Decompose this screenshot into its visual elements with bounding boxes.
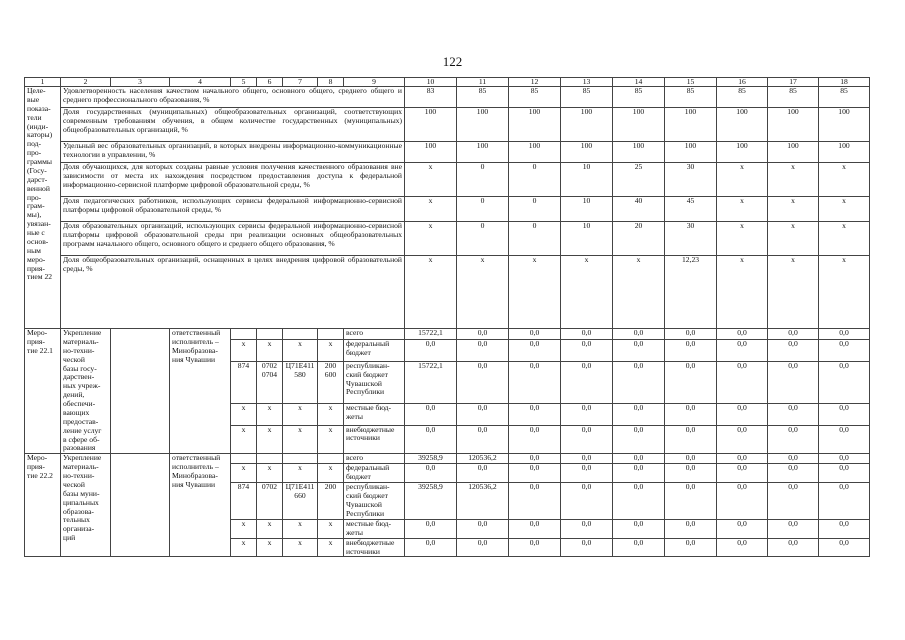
column-number: 12 <box>509 78 561 87</box>
indicator-text: Доля государственных (муниципальных) общеобразовательных организаций, соответствующих современным требованиям обучения, в общем количестве государственных (муниципальных) общеобразовательных организаций, % <box>61 108 405 142</box>
amount-value: 0,0 <box>613 329 665 340</box>
column-number: 14 <box>613 78 665 87</box>
amount-value: 0,0 <box>561 519 613 538</box>
measure-executor: ответственный исполнитель – Минобразова- ния Чувашии <box>170 454 231 557</box>
indicator-value: x <box>768 163 819 197</box>
indicator-value: 100 <box>665 108 717 142</box>
indicator-value: 100 <box>405 108 457 142</box>
indicator-value: x <box>717 197 768 222</box>
indicator-row <box>25 142 870 163</box>
amount-value: 0,0 <box>613 425 665 454</box>
indicator-value: 100 <box>717 142 768 163</box>
amount-value: 0,0 <box>561 464 613 483</box>
amount-value: 0,0 <box>561 454 613 464</box>
amount-value: 0,0 <box>819 519 870 538</box>
amount-value: 0,0 <box>613 454 665 464</box>
indicator-value: x <box>819 197 870 222</box>
indicator-value: 30 <box>665 163 717 197</box>
code-cell: x <box>283 519 318 538</box>
amount-value: 0,0 <box>819 404 870 425</box>
measure-executor: ответственный исполнитель – Минобразова- ния Чувашии <box>170 329 231 454</box>
amount-value: 0,0 <box>561 538 613 557</box>
code-cell <box>318 329 344 340</box>
indicator-value: x <box>819 163 870 197</box>
amount-value: 0,0 <box>717 538 768 557</box>
indicator-value: x <box>405 163 457 197</box>
amount-value: 0,0 <box>665 538 717 557</box>
targets-label: Целе- вые показа- тели (инди- каторы) под- про- граммы (Госу- дарст- венной про- грам- мы), увязан- ные с основ- ным меро- прия- тием 22 <box>25 87 61 329</box>
column-number: 18 <box>819 78 870 87</box>
code-cell: 874 <box>231 361 257 403</box>
indicator-value: 12,23 <box>665 256 717 329</box>
indicator-value: 10 <box>561 163 613 197</box>
indicator-value: 100 <box>613 108 665 142</box>
code-cell: x <box>283 340 318 361</box>
code-cell: 0702 <box>257 482 283 519</box>
amount-value: 0,0 <box>665 519 717 538</box>
amount-value: 0,0 <box>457 425 509 454</box>
indicator-value: x <box>768 197 819 222</box>
indicator-value: x <box>405 222 457 256</box>
measure-blank <box>111 454 170 557</box>
amount-value: 0,0 <box>768 340 819 361</box>
amount-value: 0,0 <box>819 464 870 483</box>
source-label: всего <box>344 329 405 340</box>
code-cell: Ц71Е411 580 <box>283 361 318 403</box>
amount-value: 0,0 <box>457 340 509 361</box>
indicator-value: 45 <box>665 197 717 222</box>
indicator-value: 100 <box>509 142 561 163</box>
amount-value: 0,0 <box>613 361 665 403</box>
amount-value: 0,0 <box>819 482 870 519</box>
amount-value: 0,0 <box>509 329 561 340</box>
code-cell: x <box>257 425 283 454</box>
amount-value: 0,0 <box>405 425 457 454</box>
amount-value: 0,0 <box>457 538 509 557</box>
code-cell: x <box>257 340 283 361</box>
code-cell: x <box>318 538 344 557</box>
indicator-value: x <box>717 222 768 256</box>
amount-value: 0,0 <box>509 482 561 519</box>
amount-value: 0,0 <box>457 404 509 425</box>
code-cell: x <box>231 404 257 425</box>
code-cell: x <box>257 519 283 538</box>
amount-value: 0,0 <box>717 361 768 403</box>
amount-value: 0,0 <box>665 425 717 454</box>
indicator-value: 100 <box>405 142 457 163</box>
code-cell: x <box>231 464 257 483</box>
column-number: 6 <box>257 78 283 87</box>
amount-value: 0,0 <box>665 329 717 340</box>
code-cell: x <box>231 519 257 538</box>
amount-value: 0,0 <box>768 361 819 403</box>
code-cell: x <box>318 340 344 361</box>
indicator-text: Доля педагогических работников, использующих сервисы федеральной информационно-сервисной платформы цифровой образовательной среды, % <box>61 197 405 222</box>
indicator-value: 100 <box>561 142 613 163</box>
indicator-value: 0 <box>509 222 561 256</box>
code-cell: x <box>318 425 344 454</box>
code-cell: x <box>257 538 283 557</box>
amount-value: 0,0 <box>768 329 819 340</box>
amount-value: 0,0 <box>665 454 717 464</box>
source-label: местные бюд- жеты <box>344 404 405 425</box>
amount-value: 0,0 <box>561 329 613 340</box>
code-cell: x <box>318 519 344 538</box>
indicator-value: 0 <box>457 222 509 256</box>
source-label: республикан- ский бюджет Чувашской Республики <box>344 482 405 519</box>
source-label: федеральный бюджет <box>344 464 405 483</box>
column-number: 13 <box>561 78 613 87</box>
amount-value: 0,0 <box>509 454 561 464</box>
amount-value: 0,0 <box>613 340 665 361</box>
code-cell <box>231 329 257 340</box>
amount-value: 0,0 <box>768 454 819 464</box>
code-cell <box>257 454 283 464</box>
amount-value: 15722,1 <box>405 329 457 340</box>
program-table <box>24 77 870 557</box>
code-cell: x <box>257 404 283 425</box>
code-cell <box>231 454 257 464</box>
amount-value: 15722,1 <box>405 361 457 403</box>
source-label: федеральный бюджет <box>344 340 405 361</box>
indicator-value: 83 <box>405 87 457 108</box>
amount-value: 0,0 <box>768 538 819 557</box>
measure-name: Укрепление материаль- но-техни- ческой базы муни- ципальных образова- тельных организа- ций <box>61 454 111 557</box>
indicator-value: 10 <box>561 197 613 222</box>
indicator-row <box>25 163 870 197</box>
amount-value: 0,0 <box>613 538 665 557</box>
indicator-text: Удовлетворенность населения качеством начального общего, основного общего, среднего общего и среднего профессионального образования, % <box>61 87 405 108</box>
column-number: 15 <box>665 78 717 87</box>
indicator-value: 25 <box>613 163 665 197</box>
column-number: 7 <box>283 78 318 87</box>
indicator-value: x <box>819 222 870 256</box>
indicator-value: 85 <box>613 87 665 108</box>
column-number: 16 <box>717 78 768 87</box>
source-label: внебюджетные источники <box>344 538 405 557</box>
indicator-text: Доля обучающихся, для которых созданы равные условия получения качественного образования вне зависимости от места их нахождения посредством предоставления доступа к федеральной информационно-сервисной платформе цифровой образовательной среды, % <box>61 163 405 197</box>
amount-value: 0,0 <box>717 329 768 340</box>
amount-value: 0,0 <box>717 482 768 519</box>
indicator-value: x <box>717 163 768 197</box>
amount-value: 0,0 <box>509 425 561 454</box>
amount-value: 0,0 <box>509 340 561 361</box>
indicator-value: x <box>561 256 613 329</box>
code-cell: x <box>231 425 257 454</box>
amount-value: 0,0 <box>561 361 613 403</box>
amount-value: 0,0 <box>665 361 717 403</box>
measure-label: Меро- прия- тие 22.2 <box>25 454 61 557</box>
indicator-value: 0 <box>457 197 509 222</box>
indicator-value: 100 <box>819 142 870 163</box>
indicator-value: 100 <box>717 108 768 142</box>
indicator-value: 85 <box>819 87 870 108</box>
indicator-text: Доля образовательных организаций, использующих сервисы федеральной информационно-сервисной платформы цифровой образовательной среды при реализации основных общеобразовательных программ начального общего, основного общего и среднего общего образования, % <box>61 222 405 256</box>
column-number: 8 <box>318 78 344 87</box>
indicator-value: 100 <box>768 108 819 142</box>
code-cell: x <box>318 404 344 425</box>
amount-value: 0,0 <box>819 425 870 454</box>
source-label: всего <box>344 454 405 464</box>
amount-value: 0,0 <box>613 464 665 483</box>
amount-value: 0,0 <box>405 538 457 557</box>
indicator-value: 0 <box>509 163 561 197</box>
indicator-row <box>25 222 870 256</box>
code-cell: 200 <box>318 482 344 519</box>
amount-value: 0,0 <box>768 519 819 538</box>
amount-value: 0,0 <box>509 361 561 403</box>
amount-value: 0,0 <box>819 361 870 403</box>
amount-value: 0,0 <box>405 340 457 361</box>
amount-value: 0,0 <box>665 482 717 519</box>
measure-total-row <box>25 329 870 340</box>
column-number: 2 <box>61 78 111 87</box>
code-cell <box>257 329 283 340</box>
indicator-value: x <box>457 256 509 329</box>
measure-total-row <box>25 454 870 464</box>
indicator-value: 100 <box>457 108 509 142</box>
code-cell: 0702 0704 <box>257 361 283 403</box>
amount-value: 120536,2 <box>457 482 509 519</box>
indicator-value: 85 <box>457 87 509 108</box>
code-cell <box>283 454 318 464</box>
code-cell: 200 600 <box>318 361 344 403</box>
indicator-text: Доля общеобразовательных организаций, оснащенных в целях внедрения цифровой образовательной среды, % <box>61 256 405 329</box>
amount-value: 0,0 <box>665 340 717 361</box>
code-cell: 874 <box>231 482 257 519</box>
amount-value: 0,0 <box>768 404 819 425</box>
column-number: 10 <box>405 78 457 87</box>
amount-value: 0,0 <box>509 538 561 557</box>
code-cell: x <box>231 340 257 361</box>
amount-value: 0,0 <box>819 340 870 361</box>
amount-value: 0,0 <box>613 482 665 519</box>
indicator-value: x <box>768 256 819 329</box>
indicator-value: 20 <box>613 222 665 256</box>
amount-value: 0,0 <box>405 519 457 538</box>
amount-value: 0,0 <box>561 404 613 425</box>
column-number: 5 <box>231 78 257 87</box>
amount-value: 0,0 <box>819 329 870 340</box>
amount-value: 0,0 <box>717 464 768 483</box>
indicator-row <box>25 256 870 329</box>
amount-value: 0,0 <box>509 519 561 538</box>
code-cell: x <box>318 464 344 483</box>
amount-value: 0,0 <box>819 454 870 464</box>
column-number: 9 <box>344 78 405 87</box>
measure-name: Укрепление материаль- но-техни- ческой базы госу- дарствен- ных учреж- дений, обеспечи- вающих предостав- ление услуг в сфере об- разования <box>61 329 111 454</box>
indicator-value: 100 <box>561 108 613 142</box>
code-cell: x <box>257 464 283 483</box>
code-cell: x <box>283 538 318 557</box>
page-number: 122 <box>442 54 463 69</box>
indicator-value: x <box>819 256 870 329</box>
amount-value: 0,0 <box>613 404 665 425</box>
indicator-row <box>25 87 870 108</box>
code-cell: x <box>283 404 318 425</box>
amount-value: 0,0 <box>613 519 665 538</box>
indicator-value: 85 <box>509 87 561 108</box>
column-number: 17 <box>768 78 819 87</box>
amount-value: 0,0 <box>717 425 768 454</box>
indicator-row <box>25 108 870 142</box>
source-label: местные бюд- жеты <box>344 519 405 538</box>
indicator-value: 30 <box>665 222 717 256</box>
indicator-text: Удельный вес образовательных организаций, в которых внедрены информационно-коммуникационные технологии в управлении, % <box>61 142 405 163</box>
amount-value: 0,0 <box>457 329 509 340</box>
amount-value: 0,0 <box>561 482 613 519</box>
amount-value: 0,0 <box>405 404 457 425</box>
amount-value: 0,0 <box>457 361 509 403</box>
amount-value: 0,0 <box>717 454 768 464</box>
indicator-value: x <box>768 222 819 256</box>
code-cell <box>283 329 318 340</box>
indicator-value: 10 <box>561 222 613 256</box>
indicator-value: x <box>717 256 768 329</box>
amount-value: 0,0 <box>665 404 717 425</box>
indicator-value: 100 <box>768 142 819 163</box>
column-number-row <box>25 78 870 87</box>
amount-value: 120536,2 <box>457 454 509 464</box>
indicator-value: 0 <box>457 163 509 197</box>
column-number: 1 <box>25 78 61 87</box>
source-label: внебюджетные источники <box>344 425 405 454</box>
code-cell: x <box>283 464 318 483</box>
indicator-row <box>25 197 870 222</box>
amount-value: 0,0 <box>717 404 768 425</box>
measure-blank <box>111 329 170 454</box>
column-number: 4 <box>170 78 231 87</box>
amount-value: 0,0 <box>457 464 509 483</box>
amount-value: 0,0 <box>561 340 613 361</box>
amount-value: 39258,9 <box>405 454 457 464</box>
amount-value: 0,0 <box>457 519 509 538</box>
amount-value: 0,0 <box>561 425 613 454</box>
column-number: 3 <box>111 78 170 87</box>
column-number: 11 <box>457 78 509 87</box>
indicator-value: 85 <box>768 87 819 108</box>
amount-value: 0,0 <box>768 482 819 519</box>
indicator-value: x <box>613 256 665 329</box>
amount-value: 0,0 <box>768 425 819 454</box>
amount-value: 0,0 <box>819 538 870 557</box>
indicator-value: x <box>509 256 561 329</box>
code-cell: Ц71Е411 660 <box>283 482 318 519</box>
indicator-value: 85 <box>561 87 613 108</box>
source-label: республикан- ский бюджет Чувашской Республики <box>344 361 405 403</box>
amount-value: 0,0 <box>768 464 819 483</box>
indicator-value: 85 <box>717 87 768 108</box>
code-cell: x <box>283 425 318 454</box>
code-cell: x <box>231 538 257 557</box>
code-cell <box>318 454 344 464</box>
indicator-value: 85 <box>665 87 717 108</box>
indicator-value: 100 <box>457 142 509 163</box>
indicator-value: 0 <box>509 197 561 222</box>
indicator-value: 100 <box>509 108 561 142</box>
amount-value: 0,0 <box>665 464 717 483</box>
amount-value: 0,0 <box>509 404 561 425</box>
indicator-value: 100 <box>613 142 665 163</box>
indicator-value: 100 <box>819 108 870 142</box>
amount-value: 0,0 <box>717 340 768 361</box>
indicator-value: 100 <box>665 142 717 163</box>
amount-value: 0,0 <box>509 464 561 483</box>
amount-value: 39258,9 <box>405 482 457 519</box>
measure-label: Меро- прия- тие 22.1 <box>25 329 61 454</box>
indicator-value: x <box>405 197 457 222</box>
indicator-value: 40 <box>613 197 665 222</box>
indicator-value: x <box>405 256 457 329</box>
amount-value: 0,0 <box>717 519 768 538</box>
amount-value: 0,0 <box>405 464 457 483</box>
